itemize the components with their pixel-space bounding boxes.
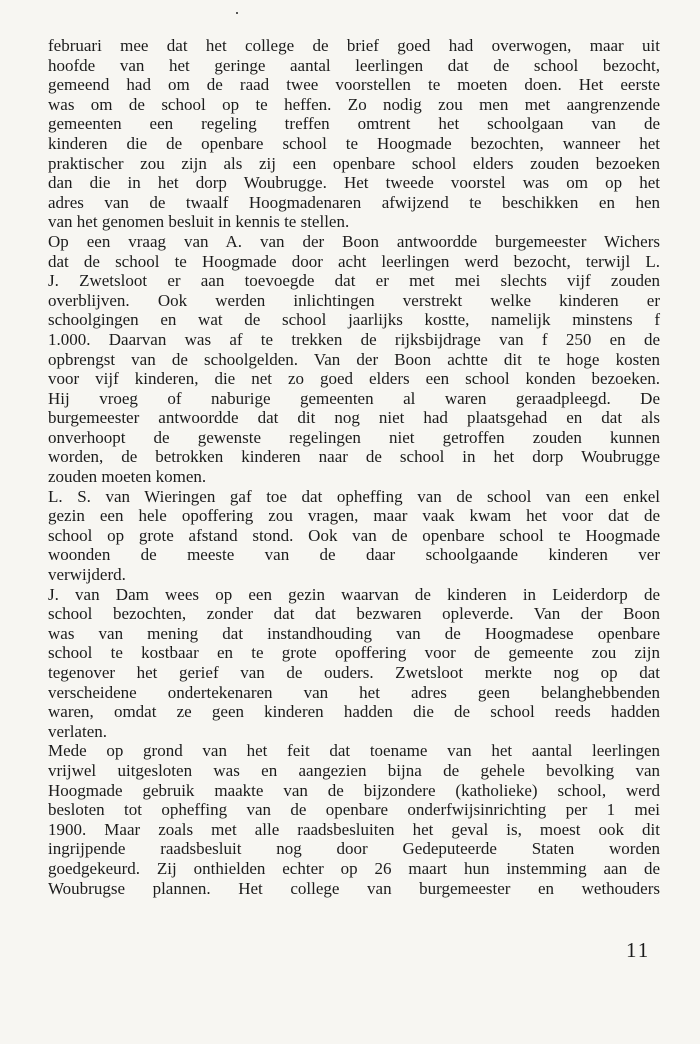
text-line: Hoogmade gebruik maakte van de bijzondere (katholieke) school, werd xyxy=(48,780,660,800)
text-line: overblijven. Ook werden inlichtingen verstrekt welke kinderen er xyxy=(48,290,660,310)
text-line: dat de school te Hoogmade door acht leerlingen werd bezocht, terwijl L. xyxy=(48,251,660,271)
text-line: tegenover het gerief van de ouders. Zwetsloot merkte nog op dat xyxy=(48,663,660,682)
text-line: school op grote afstand stond. Ook van de openbare school te Hoogmade xyxy=(48,525,660,545)
text-line: burgemeester antwoordde dat dit nog niet had plaatsgehad en dat als xyxy=(48,408,660,428)
text-line: gemeenten een regeling treffen omtrent het schoolgaan van de xyxy=(48,114,660,134)
text-line: Mede op grond van het feit dat toename van het aantal leerlingen xyxy=(48,741,660,761)
text-line: ingrijpende raadsbesluit nog door Gedeputeerde Staten worden xyxy=(48,839,660,859)
page-number: 11 xyxy=(626,938,651,962)
text-line: 1.000. Daarvan was af te trekken de rijksbijdrage van f 250 en de xyxy=(48,329,660,349)
text-line: school te kostbaar en te grote opoffering voor de gemeente zou zijn xyxy=(48,643,660,663)
text-line: Woubrugse plannen. Het college van burgemeester en wethouders xyxy=(48,878,660,898)
text-line: waren, omdat ze geen kinderen hadden die de school reeds hadden xyxy=(48,702,660,722)
text-line: adres van de twaalf Hoogmadenaren afwijzend te beschikken en hen xyxy=(48,192,660,212)
text-line: woonden de meeste van de daar schoolgaande kinderen ver xyxy=(48,545,660,565)
speck-mark xyxy=(236,12,238,14)
text-line: hoofde van het geringe aantal leerlingen dat de school bezocht, xyxy=(48,55,660,75)
text-line: besloten tot opheffing van de openbare onderfwijsinrichting per 1 mei xyxy=(48,800,660,820)
text-line: was van mening dat instandhouding van de Hoogmadese openbare xyxy=(48,623,660,643)
text-line: gezin een hele opoffering zou vragen, maar vaak kwam het voor dat de xyxy=(48,506,660,526)
text-line: goedgekeurd. Zij onthielden echter op 26 maart hun instemming aan de xyxy=(48,858,660,878)
text-line: schoolgingen en wat de school jaarlijks kostte, namelijk minstens f xyxy=(48,310,660,330)
text-line: worden, de betrokken kinderen naar de school in het dorp Woubrugge xyxy=(48,447,660,467)
text-line: Op een vraag van A. van der Boon antwoordde burgemeester Wichers xyxy=(48,231,660,251)
text-line: onverhoopt de gewenste regelingen niet getroffen zouden kunnen xyxy=(48,427,660,447)
text-line: dan die in het dorp Woubrugge. Het tweede voorstel was om op het xyxy=(48,173,660,193)
text-line: gemeend had om de raad twee voorstellen te moeten doen. Het eerste xyxy=(48,75,660,95)
text-line: voor vijf kinderen, die net zo goed elders een school konden bezoeken. xyxy=(48,369,660,389)
text-line: vrijwel uitgesloten was en aangezien bijna de gehele bevolking van xyxy=(48,760,660,780)
text-line: zouden moeten komen. xyxy=(48,467,207,487)
text-line: opbrengst van de schoolgelden. Van der Boon achtte dit te hoge kosten xyxy=(48,349,660,369)
text-line: Hij vroeg of naburige gemeenten al waren geraadpleegd. De xyxy=(48,388,660,408)
text-line: kinderen die de openbare school te Hoogmade bezochten, wanneer het xyxy=(48,133,660,153)
text-line: verwijderd. xyxy=(48,565,126,585)
text-line: februari mee dat het college de brief goed had overwogen, maar uit xyxy=(48,36,660,55)
text-line: 1900. Maar zoals met alle raadsbesluiten het geval is, moest ook dit xyxy=(48,819,660,839)
text-line: J. Zwetsloot er aan toevoegde dat er met mei slechts vijf zouden xyxy=(48,271,660,291)
text-line: school bezochten, zonder dat dat bezwaren opleverde. Van der Boon xyxy=(48,604,660,624)
text-line: L. S. van Wieringen gaf toe dat opheffing van de school van een enkel xyxy=(48,486,660,506)
text-line: J. van Dam wees op een gezin waarvan de kinderen in Leiderdorp de xyxy=(48,584,660,604)
text-line: praktischer zou zijn als zij een openbare school elders zouden bezoeken xyxy=(48,153,660,173)
body-text xyxy=(48,36,660,898)
text-line: verscheidene ondertekenaren van het adres geen belanghebbenden xyxy=(48,682,660,702)
text-line: was om de school op te heffen. Zo nodig zou men met aangrenzende xyxy=(48,94,660,114)
text-line: van het genomen besluit in kennis te stellen. xyxy=(48,212,350,232)
text-line: verlaten. xyxy=(48,721,107,741)
